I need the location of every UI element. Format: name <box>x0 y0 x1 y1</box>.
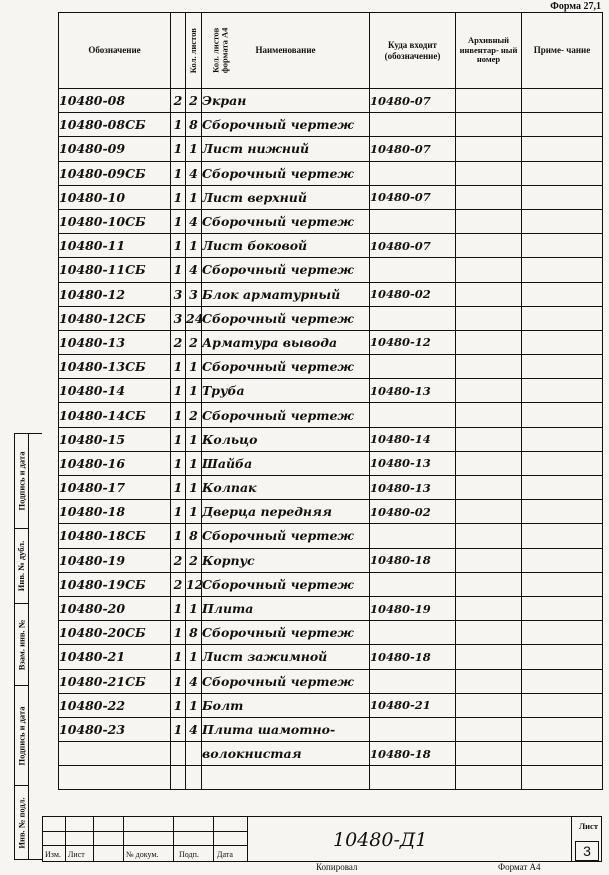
table-row <box>59 572 603 596</box>
row-sheets-a4: 4 <box>186 209 202 233</box>
row-archive <box>456 524 522 548</box>
row-note <box>522 548 603 572</box>
row-sheets-a4: 1 <box>186 355 202 379</box>
row-note <box>522 742 603 766</box>
row-sheets-a4: 2 <box>186 89 202 113</box>
row-sheets-a4: 24 <box>186 306 202 330</box>
row-note <box>522 234 603 258</box>
row-archive <box>456 621 522 645</box>
row-archive <box>456 596 522 620</box>
row-archive <box>456 645 522 669</box>
row-designation: 10480-22 <box>59 693 171 717</box>
row-where-used: 10480-19 <box>370 596 456 620</box>
row-where-used: 10480-18 <box>370 548 456 572</box>
row-designation: 10480-18СБ <box>59 524 171 548</box>
row-sheets <box>171 766 186 790</box>
sheet-label: Лист <box>578 821 598 831</box>
row-archive <box>456 258 522 282</box>
row-designation: 10480-10 <box>59 185 171 209</box>
row-sheets: 1 <box>171 717 186 741</box>
row-sheets-a4: 4 <box>186 669 202 693</box>
row-note <box>522 645 603 669</box>
row-sheets: 1 <box>171 113 186 137</box>
row-designation: 10480-16 <box>59 451 171 475</box>
row-sheets: 1 <box>171 427 186 451</box>
spec-table <box>58 12 603 790</box>
row-sheets: 1 <box>171 137 186 161</box>
row-sheets: 1 <box>171 379 186 403</box>
table-row <box>59 234 603 258</box>
row-sheets-a4: 4 <box>186 161 202 185</box>
row-archive <box>456 403 522 427</box>
row-sheets: 1 <box>171 403 186 427</box>
row-note <box>522 621 603 645</box>
row-designation: 10480-12 <box>59 282 171 306</box>
header-archive: Архивный инвентар- ный номер <box>456 13 522 89</box>
header-name: Наименование <box>202 13 370 89</box>
table-row <box>59 258 603 282</box>
header-sheets: Кол. листов <box>171 13 186 89</box>
row-where-used: 10480-07 <box>370 234 456 258</box>
row-where-used: 10480-02 <box>370 500 456 524</box>
row-sheets: 1 <box>171 258 186 282</box>
row-note <box>522 476 603 500</box>
table-row <box>59 693 603 717</box>
row-name <box>202 766 370 790</box>
row-archive <box>456 742 522 766</box>
table-row <box>59 355 603 379</box>
row-archive <box>456 113 522 137</box>
table-row <box>59 403 603 427</box>
row-archive <box>456 476 522 500</box>
footer-format: Формат А4 <box>498 862 541 872</box>
row-sheets: 2 <box>171 572 186 596</box>
table-row <box>59 185 603 209</box>
row-where-used <box>370 717 456 741</box>
row-where-used: 10480-12 <box>370 330 456 354</box>
tb-label-docnum: № докум. <box>126 850 159 859</box>
row-name: Сборочный чертеж <box>202 258 370 282</box>
row-name: Сборочный чертеж <box>202 524 370 548</box>
table-row <box>59 742 603 766</box>
row-name: Сборочный чертеж <box>202 669 370 693</box>
row-note <box>522 330 603 354</box>
table-row <box>59 645 603 669</box>
header-sheets-a4: Кол. листов формата А4 <box>186 13 202 89</box>
row-sheets: 1 <box>171 234 186 258</box>
sheet-number: 3 <box>575 841 599 861</box>
row-archive <box>456 548 522 572</box>
row-where-used <box>370 355 456 379</box>
row-archive <box>456 427 522 451</box>
row-archive <box>456 500 522 524</box>
table-row <box>59 161 603 185</box>
row-note <box>522 258 603 282</box>
row-where-used: 10480-18 <box>370 742 456 766</box>
row-note <box>522 306 603 330</box>
row-note <box>522 451 603 475</box>
row-sheets-a4: 1 <box>186 427 202 451</box>
row-archive <box>456 282 522 306</box>
row-name: Сборочный чертеж <box>202 209 370 233</box>
row-designation: 10480-09СБ <box>59 161 171 185</box>
row-designation: 10480-11СБ <box>59 258 171 282</box>
row-sheets-a4: 3 <box>186 282 202 306</box>
row-name: Блок арматурный <box>202 282 370 306</box>
row-name: Корпус <box>202 548 370 572</box>
row-name: Колпак <box>202 476 370 500</box>
margin-sign-date-top: Подпись и дата <box>15 434 28 529</box>
row-archive <box>456 89 522 113</box>
margin-sign-date-bottom: Подпись и дата <box>15 686 28 786</box>
row-name: Кольцо <box>202 427 370 451</box>
table-row <box>59 113 603 137</box>
row-note <box>522 113 603 137</box>
row-note <box>522 427 603 451</box>
row-designation: 10480-10СБ <box>59 209 171 233</box>
row-where-used: 10480-07 <box>370 185 456 209</box>
row-sheets: 1 <box>171 451 186 475</box>
row-designation: 10480-17 <box>59 476 171 500</box>
row-note <box>522 572 603 596</box>
table-row <box>59 330 603 354</box>
row-sheets: 2 <box>171 548 186 572</box>
row-name: Плита шамотно- <box>202 717 370 741</box>
row-designation: 10480-18 <box>59 500 171 524</box>
tb-label-rev: Изм. <box>45 850 61 859</box>
row-archive <box>456 355 522 379</box>
row-sheets-a4: 4 <box>186 717 202 741</box>
row-sheets-a4: 1 <box>186 476 202 500</box>
row-designation: 10480-20СБ <box>59 621 171 645</box>
row-name: Экран <box>202 89 370 113</box>
row-archive <box>456 379 522 403</box>
row-name: Болт <box>202 693 370 717</box>
table-row <box>59 500 603 524</box>
row-archive <box>456 669 522 693</box>
row-note <box>522 403 603 427</box>
row-note <box>522 500 603 524</box>
tb-label-date: Дата <box>217 850 233 859</box>
row-sheets: 1 <box>171 669 186 693</box>
row-archive <box>456 693 522 717</box>
row-designation: 10480-08 <box>59 89 171 113</box>
row-sheets: 1 <box>171 209 186 233</box>
row-name: Сборочный чертеж <box>202 355 370 379</box>
row-where-used: 10480-13 <box>370 476 456 500</box>
row-note <box>522 209 603 233</box>
row-where-used: 10480-13 <box>370 451 456 475</box>
header-designation: Обозначение <box>59 13 171 89</box>
footer-copied: Копировал <box>316 862 358 872</box>
table-row <box>59 524 603 548</box>
row-name: волокнистая <box>202 742 370 766</box>
row-name: Лист боковой <box>202 234 370 258</box>
row-archive <box>456 137 522 161</box>
table-row <box>59 596 603 620</box>
row-sheets-a4: 1 <box>186 234 202 258</box>
document-number: 10480-Д1 <box>333 829 428 851</box>
row-archive <box>456 766 522 790</box>
table-row <box>59 476 603 500</box>
row-sheets-a4: 2 <box>186 403 202 427</box>
row-designation: 10480-11 <box>59 234 171 258</box>
row-sheets: 1 <box>171 524 186 548</box>
row-sheets-a4: 2 <box>186 548 202 572</box>
row-sheets: 1 <box>171 693 186 717</box>
row-where-used <box>370 766 456 790</box>
row-sheets: 1 <box>171 621 186 645</box>
row-name: Сборочный чертеж <box>202 113 370 137</box>
left-margin-stamp <box>14 433 42 860</box>
row-archive <box>456 572 522 596</box>
row-where-used: 10480-14 <box>370 427 456 451</box>
row-designation <box>59 742 171 766</box>
row-sheets-a4: 1 <box>186 693 202 717</box>
row-sheets-a4: 1 <box>186 137 202 161</box>
row-where-used <box>370 621 456 645</box>
row-where-used: 10480-07 <box>370 137 456 161</box>
row-where-used <box>370 669 456 693</box>
row-name: Сборочный чертеж <box>202 306 370 330</box>
row-name: Плита <box>202 596 370 620</box>
table-row <box>59 137 603 161</box>
row-sheets-a4: 1 <box>186 645 202 669</box>
row-sheets-a4: 8 <box>186 524 202 548</box>
row-sheets-a4: 8 <box>186 621 202 645</box>
row-name: Сборочный чертеж <box>202 161 370 185</box>
header-note: Приме- чание <box>522 13 603 89</box>
row-where-used: 10480-21 <box>370 693 456 717</box>
row-sheets: 1 <box>171 645 186 669</box>
table-row <box>59 306 603 330</box>
row-designation: 10480-14 <box>59 379 171 403</box>
row-designation: 10480-19 <box>59 548 171 572</box>
table-row <box>59 451 603 475</box>
row-note <box>522 693 603 717</box>
margin-orig-inv: Инв. № подл. <box>16 796 27 849</box>
table-row <box>59 766 603 790</box>
row-sheets: 1 <box>171 500 186 524</box>
row-archive <box>456 234 522 258</box>
row-archive <box>456 306 522 330</box>
row-sheets: 2 <box>171 330 186 354</box>
row-where-used <box>370 524 456 548</box>
row-designation: 10480-19СБ <box>59 572 171 596</box>
row-name: Арматура вывода <box>202 330 370 354</box>
table-row <box>59 548 603 572</box>
row-note <box>522 717 603 741</box>
table-row <box>59 427 603 451</box>
table-row <box>59 282 603 306</box>
row-designation: 10480-14СБ <box>59 403 171 427</box>
row-where-used: 10480-13 <box>370 379 456 403</box>
row-where-used <box>370 258 456 282</box>
row-where-used <box>370 403 456 427</box>
row-sheets: 3 <box>171 306 186 330</box>
row-sheets: 1 <box>171 596 186 620</box>
row-sheets-a4: 1 <box>186 379 202 403</box>
row-sheets-a4: 1 <box>186 596 202 620</box>
row-note <box>522 596 603 620</box>
row-designation: 10480-08СБ <box>59 113 171 137</box>
row-archive <box>456 185 522 209</box>
row-archive <box>456 451 522 475</box>
row-note <box>522 185 603 209</box>
table-row <box>59 717 603 741</box>
row-name: Лист зажимной <box>202 645 370 669</box>
row-where-used <box>370 161 456 185</box>
row-sheets-a4: 1 <box>186 185 202 209</box>
row-sheets-a4: 1 <box>186 451 202 475</box>
row-designation: 10480-23 <box>59 717 171 741</box>
row-sheets-a4 <box>186 766 202 790</box>
row-name: Шайба <box>202 451 370 475</box>
row-sheets: 1 <box>171 161 186 185</box>
row-designation <box>59 766 171 790</box>
form-label: Форма 27,1 <box>550 1 601 12</box>
header-where-used: Куда входит (обозначение) <box>370 13 456 89</box>
row-sheets: 1 <box>171 355 186 379</box>
header-row <box>59 13 603 89</box>
row-sheets: 2 <box>171 89 186 113</box>
row-designation: 10480-15 <box>59 427 171 451</box>
row-name: Сборочный чертеж <box>202 621 370 645</box>
row-where-used <box>370 306 456 330</box>
row-note <box>522 89 603 113</box>
row-designation: 10480-21 <box>59 645 171 669</box>
table-row <box>59 379 603 403</box>
margin-repl-inv: Взам. инв. № <box>15 604 28 686</box>
table-row <box>59 89 603 113</box>
row-archive <box>456 209 522 233</box>
table-row <box>59 621 603 645</box>
row-name: Сборочный чертеж <box>202 403 370 427</box>
row-sheets-a4: 4 <box>186 258 202 282</box>
row-sheets-a4: 8 <box>186 113 202 137</box>
row-note <box>522 669 603 693</box>
row-designation: 10480-12СБ <box>59 306 171 330</box>
row-where-used <box>370 572 456 596</box>
row-designation: 10480-20 <box>59 596 171 620</box>
row-name: Сборочный чертеж <box>202 572 370 596</box>
row-designation: 10480-09 <box>59 137 171 161</box>
row-archive <box>456 717 522 741</box>
row-sheets-a4: 2 <box>186 330 202 354</box>
row-name: Лист верхний <box>202 185 370 209</box>
tb-label-sign: Подп. <box>179 850 199 859</box>
row-name: Лист нижний <box>202 137 370 161</box>
row-note <box>522 355 603 379</box>
table-row <box>59 669 603 693</box>
row-where-used <box>370 209 456 233</box>
row-designation: 10480-21СБ <box>59 669 171 693</box>
row-note <box>522 282 603 306</box>
row-note <box>522 524 603 548</box>
row-where-used <box>370 113 456 137</box>
row-sheets-a4 <box>186 742 202 766</box>
row-note <box>522 161 603 185</box>
row-sheets <box>171 742 186 766</box>
row-sheets: 1 <box>171 185 186 209</box>
table-row <box>59 209 603 233</box>
row-name: Дверца передняя <box>202 500 370 524</box>
row-where-used: 10480-02 <box>370 282 456 306</box>
row-designation: 10480-13СБ <box>59 355 171 379</box>
row-sheets: 3 <box>171 282 186 306</box>
row-sheets-a4: 12 <box>186 572 202 596</box>
row-sheets-a4: 1 <box>186 500 202 524</box>
row-note <box>522 137 603 161</box>
margin-dup-inv: Инв. № дубл. <box>15 529 28 604</box>
row-sheets: 1 <box>171 476 186 500</box>
row-designation: 10480-13 <box>59 330 171 354</box>
row-note <box>522 766 603 790</box>
row-where-used: 10480-18 <box>370 645 456 669</box>
row-name: Труба <box>202 379 370 403</box>
row-note <box>522 379 603 403</box>
title-block <box>42 816 602 862</box>
row-archive <box>456 161 522 185</box>
row-archive <box>456 330 522 354</box>
row-where-used: 10480-07 <box>370 89 456 113</box>
tb-label-sheet: Лист <box>68 850 85 859</box>
